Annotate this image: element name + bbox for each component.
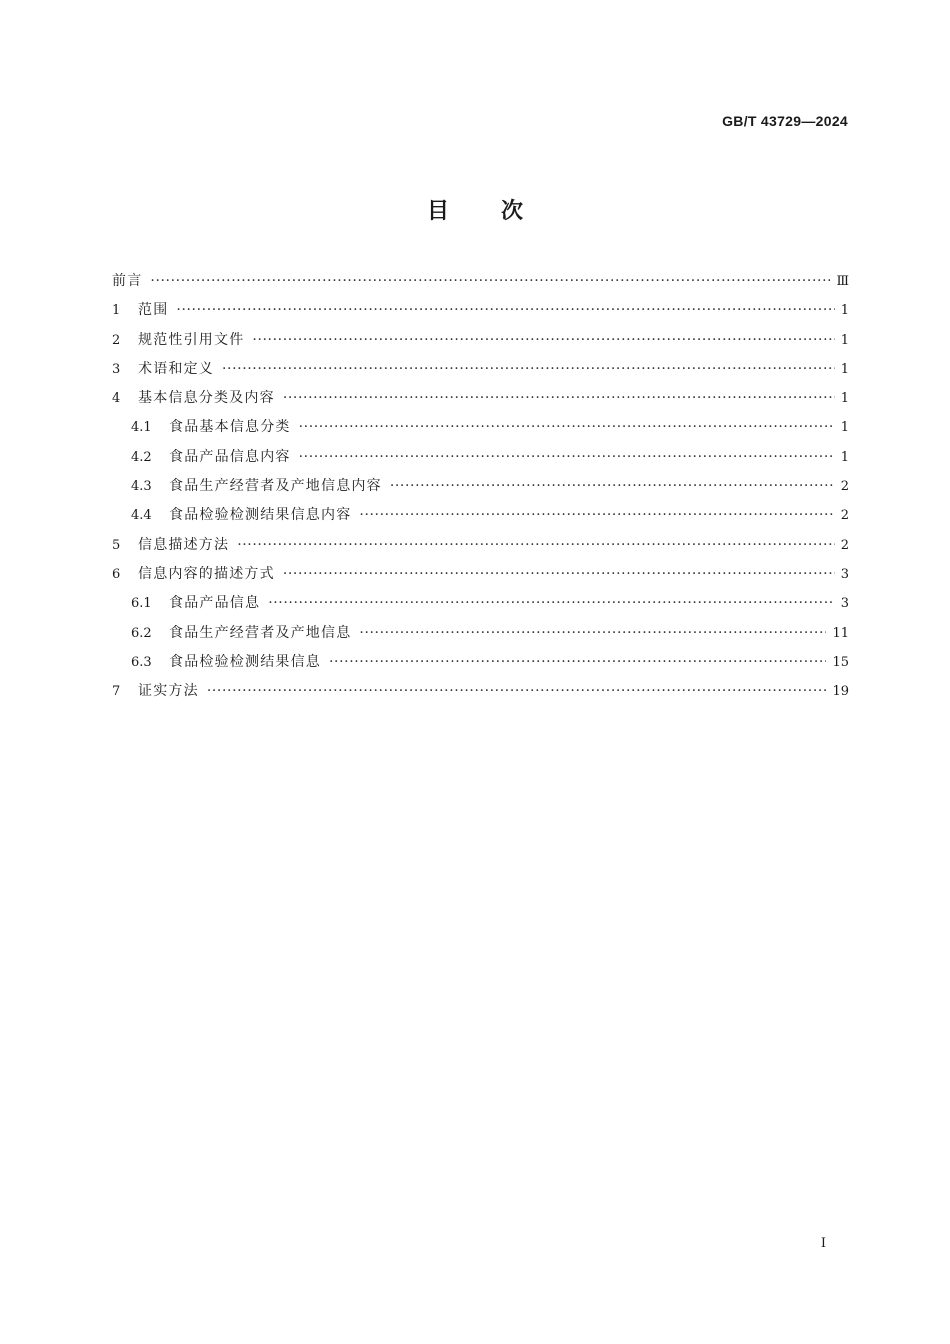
toc-entry-number: 6.3 xyxy=(131,654,152,670)
toc-entry-label: 食品生产经营者及产地信息 xyxy=(169,624,352,641)
toc-entry-label: 食品检验检测结果信息内容 xyxy=(169,507,352,524)
toc-entry-number: 5 xyxy=(112,537,121,553)
toc-entry-3[interactable] xyxy=(112,358,849,387)
toc-entry-4-4[interactable] xyxy=(112,504,849,533)
toc-entry-number: 1 xyxy=(112,303,121,319)
toc-entry-number: 2 xyxy=(112,332,121,348)
toc-entry-page: 11 xyxy=(832,625,849,641)
toc-entry-4[interactable] xyxy=(112,387,849,416)
toc-leader xyxy=(237,537,835,553)
toc-entry-number: 4 xyxy=(112,391,121,407)
toc-entry-label: 术语和定义 xyxy=(138,360,214,377)
toc-entry-label: 基本信息分类及内容 xyxy=(138,390,275,407)
toc-entry-label: 食品产品信息 xyxy=(169,595,261,612)
toc-entry-page: 1 xyxy=(840,303,849,319)
toc-entry-6[interactable] xyxy=(112,563,849,592)
toc-entry-label: 证实方法 xyxy=(138,683,199,700)
toc-entry-page: 3 xyxy=(840,596,849,612)
toc-entry-page: 2 xyxy=(840,508,849,524)
toc-entry-label: 规范性引用文件 xyxy=(138,331,245,348)
toc-leader xyxy=(299,449,835,465)
toc-entry-number: 6.2 xyxy=(131,625,152,641)
toc-leader xyxy=(283,566,835,582)
toc-entry-label: 信息内容的描述方式 xyxy=(138,565,275,582)
page-title xyxy=(0,194,950,225)
toc-entry-2[interactable] xyxy=(112,329,849,358)
toc-entry-4-2[interactable] xyxy=(112,446,849,475)
toc-entry-6-1[interactable] xyxy=(112,592,849,621)
toc-entry-page: 1 xyxy=(840,332,849,348)
toc-leader xyxy=(207,683,827,699)
toc-entry-page: 19 xyxy=(832,684,849,700)
toc-entry-number: 4.1 xyxy=(131,420,152,436)
toc-entry-label: 食品产品信息内容 xyxy=(169,448,291,465)
toc-entry-6-2[interactable] xyxy=(112,622,849,651)
toc-entry-page: Ⅲ xyxy=(836,274,849,289)
toc-leader xyxy=(222,361,835,377)
toc-entry-number: 6.1 xyxy=(131,596,152,612)
toc-entry-number: 7 xyxy=(112,684,121,700)
toc-entry-4-3[interactable] xyxy=(112,475,849,504)
toc-entry-page: 1 xyxy=(840,361,849,377)
toc-entry-page: 2 xyxy=(840,479,849,495)
table-of-contents xyxy=(112,270,849,709)
toc-entry-label: 食品生产经营者及产地信息内容 xyxy=(169,478,382,495)
toc-entry-1[interactable] xyxy=(112,299,849,328)
toc-leader xyxy=(176,302,834,318)
toc-entry-page: 1 xyxy=(840,420,849,436)
toc-entry-page: 1 xyxy=(840,391,849,407)
toc-entry-label: 范围 xyxy=(138,302,169,319)
toc-entry-label: 食品检验检测结果信息 xyxy=(169,653,321,670)
title-part-1: 目 xyxy=(426,199,449,224)
toc-entry-number: 3 xyxy=(112,361,121,377)
title-part-2: 次 xyxy=(501,199,524,224)
toc-entry-page: 1 xyxy=(840,449,849,465)
toc-entry-page: 3 xyxy=(840,566,849,582)
toc-leader xyxy=(390,478,835,494)
page-number: Ⅰ xyxy=(820,1236,826,1251)
toc-entry-number: 6 xyxy=(112,566,121,582)
toc-leader xyxy=(329,654,826,670)
toc-entry-label: 信息描述方法 xyxy=(138,536,230,553)
toc-entry-6-3[interactable] xyxy=(112,651,849,680)
toc-leader xyxy=(252,332,834,348)
toc-leader xyxy=(359,507,834,523)
toc-entry-label: 食品基本信息分类 xyxy=(169,419,291,436)
toc-entry-page: 2 xyxy=(840,537,849,553)
toc-entry-number: 4.4 xyxy=(131,508,152,524)
toc-leader xyxy=(150,273,830,289)
toc-entry-number: 4.2 xyxy=(131,449,152,465)
toc-entry-number: 4.3 xyxy=(131,479,152,495)
toc-leader xyxy=(359,625,826,641)
toc-entry-page: 15 xyxy=(832,654,849,670)
toc-leader xyxy=(283,390,835,406)
toc-entry-7[interactable] xyxy=(112,680,849,709)
toc-leader xyxy=(268,595,835,611)
standard-code: GB/T 43729—2024 xyxy=(722,113,848,129)
toc-leader xyxy=(299,419,835,435)
toc-entry-5[interactable] xyxy=(112,534,849,563)
toc-entry-foreword[interactable] xyxy=(112,270,849,299)
toc-entry-label: 前言 xyxy=(112,273,143,289)
toc-entry-4-1[interactable] xyxy=(112,416,849,445)
